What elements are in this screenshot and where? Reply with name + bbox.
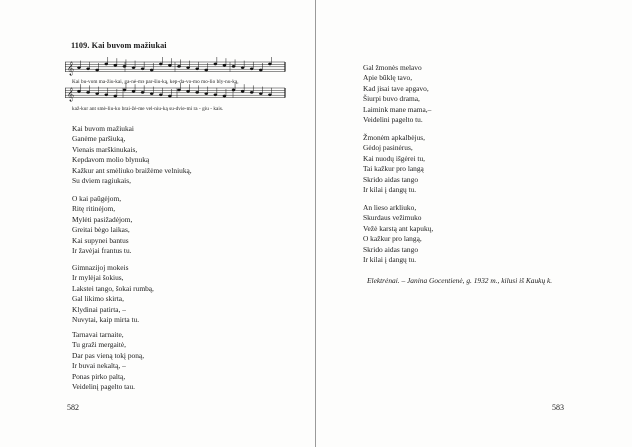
verse-line: Žmonėm apkalbėjus,	[363, 133, 425, 142]
page-number-right: 583	[552, 403, 564, 412]
note-head	[168, 64, 171, 66]
verse-line: Ir mylėjai šokius,	[72, 273, 124, 283]
note-head	[241, 67, 244, 69]
stanza-left-4	[72, 330, 144, 392]
note-head	[196, 68, 199, 70]
note-head	[159, 63, 162, 65]
note-head	[132, 67, 135, 69]
verse-line: O kažkur pro langą,	[363, 234, 422, 244]
verse-line: Veidelini pagelto tu.	[363, 115, 423, 125]
verse-line: Tu graži mergaitė,	[72, 340, 126, 350]
note-head	[196, 91, 199, 93]
verse-line: Kai supynei bantus	[72, 235, 129, 245]
note-head	[132, 90, 135, 92]
verse-line: Gal likimo skirta,	[72, 294, 124, 304]
note-head	[96, 69, 99, 71]
right-page	[316, 0, 632, 447]
note-head	[77, 67, 80, 69]
verse-line: Kad jisai tave apgavo,	[363, 83, 429, 93]
verse-line: Gal žmonės melavo	[363, 63, 422, 72]
verse-line: Ir buvai nekaltą, –	[72, 361, 126, 371]
svg-text:𝄞: 𝄞	[67, 61, 75, 75]
note-head	[232, 65, 235, 67]
verse-line: Mylėti pasižadėjom,	[72, 214, 133, 224]
verse-line: Greitai bėgo laikas,	[72, 225, 130, 235]
verse-line: Ir kilai į dangų tu.	[363, 185, 417, 195]
svg-text:𝄞: 𝄞	[67, 87, 75, 101]
note-head	[86, 68, 89, 70]
note-head	[150, 69, 153, 71]
note-head	[141, 68, 144, 70]
verse-line: Su dviem ragiukais,	[72, 176, 131, 186]
note-head	[177, 65, 180, 67]
verse-line: Kai buvom mažiukai	[72, 124, 134, 133]
note-head	[268, 94, 271, 96]
note-head	[250, 91, 253, 93]
note-head	[214, 94, 217, 96]
page-number-left: 582	[67, 403, 79, 412]
note-head	[250, 68, 253, 70]
note-head	[150, 93, 153, 95]
verse-line: Kažkur ant smėliuko braižėme velniuką,	[72, 165, 192, 175]
verse-line: An lieso arkliuko,	[363, 203, 417, 212]
note-head	[186, 67, 189, 69]
note-head	[223, 64, 226, 66]
stanza-left-2	[72, 194, 132, 256]
song-title: 1109. Kai buvom mažiukai	[71, 41, 167, 50]
verse-line: Veidelinį pagelto tau.	[72, 382, 136, 392]
verse-line: Šiurpi buvo drama,	[363, 94, 420, 104]
note-head	[168, 95, 171, 97]
verse-line: Vienais marškinukais,	[72, 144, 138, 154]
note-head	[205, 93, 208, 95]
stanza-left-3	[72, 263, 154, 325]
note-head	[223, 95, 226, 97]
note-head	[259, 93, 262, 95]
staff-1-lyrics: Kai bu-vom ma-žiu-kai, ga-nė-mэ par-šiu-ką, kep-da-vo-mo mo-lio bly-nu-ką,	[72, 79, 239, 85]
note-head	[241, 90, 244, 92]
stanza-right-3	[363, 203, 433, 265]
note-head	[186, 90, 189, 92]
verse-line: Vežė karstą ant kapukų,	[363, 223, 434, 233]
note-head	[205, 69, 208, 71]
verse-line: Apie būklę tavo,	[363, 73, 413, 83]
note-head	[232, 89, 235, 91]
note-head	[114, 64, 117, 66]
verse-line: Tarnavai tarnaite,	[72, 330, 124, 339]
verse-line: Gimnazijoj mokeis	[72, 263, 129, 272]
note-head	[141, 91, 144, 93]
verse-line: Kai nuodų išgėrei tu,	[363, 153, 425, 163]
verse-line: Skrido aidas tango	[363, 244, 419, 254]
verse-line: Gėdoj pasinėrus,	[363, 143, 413, 153]
verse-line: Skurdaus vežimuko	[363, 213, 422, 223]
verse-line: Laimink mane mama,–	[363, 104, 432, 114]
verse-line: O kai paūgėjom,	[72, 194, 122, 203]
note-head	[86, 91, 89, 93]
verse-line: Skrido aidas tango	[363, 174, 419, 184]
staff-2-lyrics: kaž-kur ant smė-liu-ko brai-žė-me vel-niu-ką su-dvie-mi ra - giu - kais.	[72, 106, 224, 112]
verse-line: Tai kažkur pro langą	[363, 164, 424, 174]
verse-line: Ponas pirko paltą,	[72, 371, 126, 381]
note-head	[159, 94, 162, 96]
source-note: Elektrėnai. – Janina Gocentienė, g. 1932 m., kilusi iš Kaukų k.	[367, 276, 553, 285]
verse-line: Dar pas vieną tokį poną,	[72, 350, 145, 360]
verse-line: Ir žavėjai frantus tu.	[72, 246, 132, 256]
note-head	[96, 93, 99, 95]
verse-line: Lakstei tango, šokai rumbą,	[72, 283, 154, 293]
note-head	[105, 94, 108, 96]
stanza-right-2	[363, 133, 425, 195]
note-head	[77, 90, 80, 92]
verse-line: Klydinai patirta, –	[72, 304, 126, 314]
note-head	[214, 63, 217, 65]
note-head	[114, 95, 117, 97]
verse-line: Ir kilai į dangų tu.	[363, 255, 417, 265]
note-head	[123, 65, 126, 67]
verse-line: Nuvytai, kaip mirta tu.	[72, 315, 140, 325]
verse-line: Ritę ritinėjom,	[72, 204, 116, 214]
note-head	[177, 89, 180, 91]
verse-line: Ganėme paršiuką,	[72, 134, 126, 144]
verse-line: Kepdavom molio blynuką	[72, 155, 150, 165]
note-head	[259, 69, 262, 71]
stanza-left-1	[72, 124, 192, 186]
stanza-right-1	[363, 63, 431, 125]
note-head	[105, 63, 108, 65]
note-head	[268, 63, 271, 65]
note-head	[123, 89, 126, 91]
